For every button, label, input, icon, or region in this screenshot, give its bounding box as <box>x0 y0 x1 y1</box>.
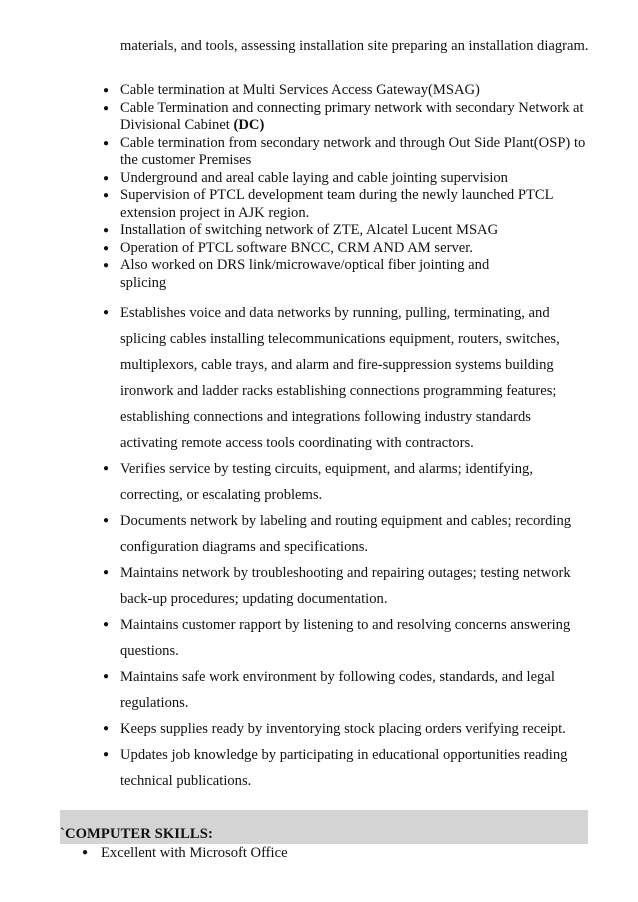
bullet-icon: ● <box>103 225 110 236</box>
list-item-text: Maintains safe work environment by following codes, standards, and legal regulations. <box>120 669 555 711</box>
list-item <box>0 612 588 664</box>
bullet-icon: ● <box>103 102 110 114</box>
list-item <box>0 560 588 612</box>
bullet-icon: ● <box>103 515 110 526</box>
list-item-text: Cable termination from secondary network and through Out Side Plant(OSP) to the customer Premises <box>120 134 586 168</box>
list-item-text: Underground and areal cable laying and cable jointing supervision <box>120 169 508 186</box>
bullet-icon: ● <box>103 172 110 184</box>
list-item-text: Also worked on DRS link/microwave/optical fiber jointing and splicing <box>120 257 490 291</box>
list-item-text: Installation of switching network of ZTE, Alcatel Lucent MSAG <box>120 222 499 238</box>
list-item-text: Keeps supplies ready by inventorying stock placing orders verifying receipt. <box>120 721 566 737</box>
list-item <box>0 82 588 100</box>
bullet-icon: ● <box>103 307 110 318</box>
continuation-paragraph: materials, and tools, assessing installation site preparing an installation diagram. <box>120 38 589 54</box>
bullet-icon: ● <box>103 749 110 760</box>
bullet-icon: ● <box>103 260 110 271</box>
bullet-icon: ● <box>103 242 110 254</box>
list-item <box>0 456 588 508</box>
bullet-icon: ● <box>103 190 110 201</box>
bullet-icon: ● <box>103 137 110 149</box>
list-item <box>0 508 588 560</box>
list-item <box>0 222 588 240</box>
list-item-bold-text: (DC) <box>233 117 265 133</box>
list-item <box>0 742 588 794</box>
bullet-icon: ● <box>103 463 110 474</box>
list-item <box>0 100 588 135</box>
duties-list-loose <box>0 300 638 794</box>
list-item-text: Excellent with Microsoft Office <box>101 845 288 861</box>
list-item <box>0 135 588 170</box>
list-item-text: Updates job knowledge by participating in educational opportunities reading technical publications. <box>120 747 568 789</box>
bullet-icon: ● <box>82 847 89 858</box>
list-item-text: Cable Termination and connecting primary network with secondary Network at Divisional Cabinet <box>120 99 584 133</box>
list-item-text: Cable termination at Multi Services Access Gateway(MSAG) <box>120 82 480 98</box>
list-item-text: Verifies service by testing circuits, equipment, and alarms; identifying, correcting, or escalating problems. <box>120 461 533 503</box>
list-item <box>0 844 288 862</box>
list-item-text: Operation of PTCL software BNCC, CRM AND AM server. <box>120 239 473 256</box>
list-item-text: Maintains customer rapport by listening to and resolving concerns answering questions. <box>120 617 571 659</box>
computer-skills-heading: `COMPUTER SKILLS: <box>60 826 213 842</box>
list-item <box>0 170 588 188</box>
bullet-icon: ● <box>103 85 110 96</box>
computer-skills-list <box>0 844 288 862</box>
list-item-text: Documents network by labeling and routing equipment and cables; recording configuration diagrams and specifications. <box>120 513 572 555</box>
list-item-text: Maintains network by troubleshooting and repairing outages; testing network back-up procedures; updating documentation. <box>120 565 571 607</box>
list-item <box>0 300 588 456</box>
bullet-icon: ● <box>103 723 110 734</box>
list-item <box>0 716 588 742</box>
list-item <box>0 664 588 716</box>
duties-list-tight <box>0 82 638 292</box>
list-item <box>0 257 500 292</box>
bullet-icon: ● <box>103 619 110 630</box>
list-item-text: Supervision of PTCL development team during the newly launched PTCL extension project in AJK region. <box>120 187 554 221</box>
list-item <box>0 240 588 258</box>
bullet-icon: ● <box>103 567 110 578</box>
bullet-icon: ● <box>103 671 110 682</box>
list-item-text: Establishes voice and data networks by running, pulling, terminating, and splicing cables installing telecommunications equipment, routers, switches, multiplexors, cable trays, and alarm and fire-suppression systems building ironwork and ladder racks establishing connections programming features; establishing connections and integrations following industry standards activating remote access tools coordinating with contractors. <box>120 305 560 451</box>
list-item <box>0 187 588 222</box>
